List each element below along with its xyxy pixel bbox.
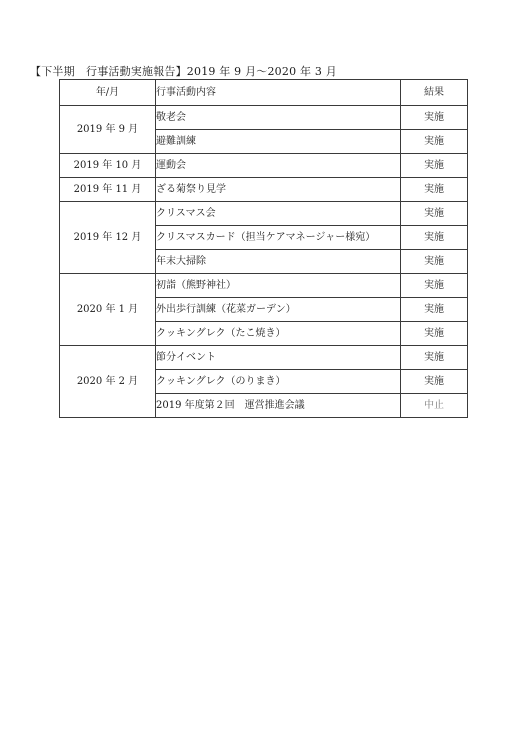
event-cell: クリスマスカード（担当ケアマネージャー様宛）: [156, 226, 401, 250]
result-cell: 実施: [401, 370, 468, 394]
month-cell: 2019 年 10 月: [60, 154, 156, 178]
activity-report-table: [59, 79, 468, 418]
event-cell: 敬老会: [156, 106, 401, 130]
result-cell: 実施: [401, 202, 468, 226]
event-cell: クッキングレク（のりまき）: [156, 370, 401, 394]
result-cell: 実施: [401, 346, 468, 370]
month-cell: 2020 年 2 月: [60, 346, 156, 418]
event-cell: 年末大掃除: [156, 250, 401, 274]
result-cell-cancelled: 中止: [401, 394, 468, 418]
result-cell: 実施: [401, 106, 468, 130]
month-cell: 2019 年 12 月: [60, 202, 156, 274]
result-cell: 実施: [401, 130, 468, 154]
event-cell: 避難訓練: [156, 130, 401, 154]
table-header-row: [60, 80, 468, 106]
month-cell: 2020 年 1 月: [60, 274, 156, 346]
report-title: 【下半期 行事活動実施報告】2019 年 9 月～2020 年 3 月: [30, 65, 337, 78]
table-row: [60, 202, 468, 226]
result-cell: 実施: [401, 178, 468, 202]
column-header-event: 行事活動内容: [156, 80, 401, 106]
event-cell: クリスマス会: [156, 202, 401, 226]
event-cell: 外出歩行訓練（花菜ガーデン）: [156, 298, 401, 322]
result-cell: 実施: [401, 154, 468, 178]
table-row: [60, 346, 468, 370]
result-cell: 実施: [401, 274, 468, 298]
result-cell: 実施: [401, 298, 468, 322]
month-cell: 2019 年 11 月: [60, 178, 156, 202]
table-row: [60, 106, 468, 130]
table-row: [60, 274, 468, 298]
month-cell: 2019 年 9 月: [60, 106, 156, 154]
result-cell: 実施: [401, 322, 468, 346]
result-cell: 実施: [401, 250, 468, 274]
event-cell: 運動会: [156, 154, 401, 178]
column-header-result: 結果: [401, 80, 468, 106]
event-cell: 節分イベント: [156, 346, 401, 370]
column-header-month: 年/月: [60, 80, 156, 106]
table-row: [60, 154, 468, 178]
event-cell: 初詣（熊野神社）: [156, 274, 401, 298]
event-cell: ざる菊祭り見学: [156, 178, 401, 202]
event-cell: クッキングレク（たこ焼き）: [156, 322, 401, 346]
event-cell: 2019 年度第２回 運営推進会議: [156, 394, 401, 418]
result-cell: 実施: [401, 226, 468, 250]
table-row: [60, 178, 468, 202]
